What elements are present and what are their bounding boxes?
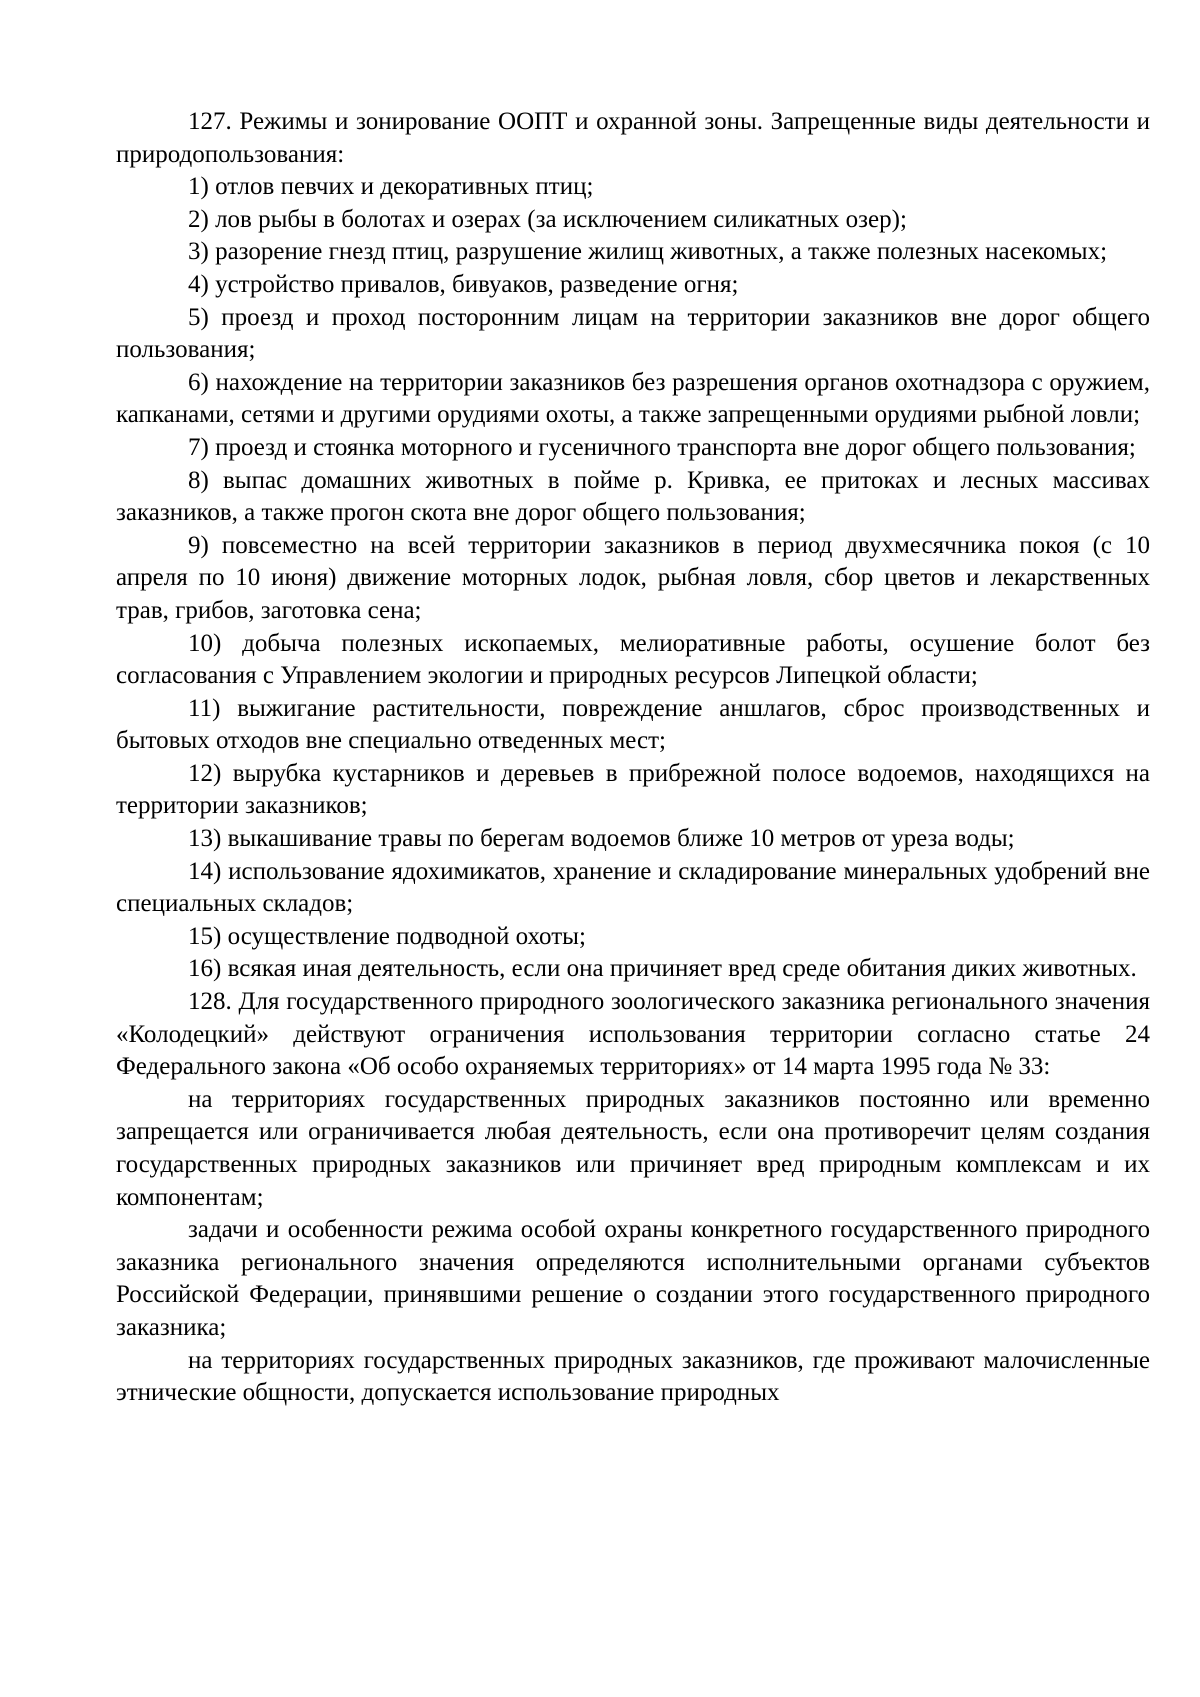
list-item-10: 10) добыча полезных ископаемых, мелиоративные работы, осушение болот без согласования с Управлением экологии и природных ресурсов Липецкой области;: [116, 629, 1150, 690]
paragraph-ethnic-communities: на территориях государственных природных заказников, где проживают малочисленные этнические общности, допускается использование природных: [116, 1346, 1150, 1407]
paragraph-128: 128. Для государственного природного зоологического заказника регионального значения «Колодецкий» действуют ограничения использования территории согласно статье 24 Федерального закона «Об особо охраняемых территориях» от 14 марта 1995 года № 33:: [116, 988, 1150, 1081]
document-page: [116, 106, 1150, 1410]
list-item-9: 9) повсеместно на всей территории заказников в период двухмесячника покоя (с 10 апреля по 10 июня) движение моторных лодок, рыбная ловля, сбор цветов и лекарственных трав, грибов, заготовка сена;: [116, 531, 1150, 624]
list-item-12: 12) вырубка кустарников и деревьев в прибрежной полосе водоемов, находящихся на территории заказников;: [116, 759, 1150, 820]
paragraph-127-intro: 127. Режимы и зонирование ООПТ и охранной зоны. Запрещенные виды деятельности и природопользования:: [116, 108, 1150, 168]
paragraph-tasks: задачи и особенности режима особой охраны конкретного государственного природного заказника регионального значения определяются исполнительными органами субъектов Российской Федерации, принявшими решение о создании этого государственного природного заказника;: [116, 1216, 1150, 1341]
list-item-4: 4) устройство привалов, бивуаков, разведение огня;: [188, 270, 739, 298]
list-item-15: 15) осуществление подводной охоты;: [188, 922, 586, 950]
list-item-1: 1) отлов певчих и декоративных птиц;: [188, 173, 594, 201]
list-item-11: 11) выжигание растительности, повреждение аншлагов, сброс производственных и бытовых отходов вне специально отведенных мест;: [116, 694, 1150, 755]
list-item-16: 16) всякая иная деятельность, если она причиняет вред среде обитания диких животных.: [188, 955, 1137, 983]
list-item-3: 3) разорение гнезд птиц, разрушение жилищ животных, а также полезных насекомых;: [188, 238, 1108, 266]
paragraph-restriction: на территориях государственных природных заказников постоянно или временно запрещается или ограничивается любая деятельность, если она противоречит целям создания государственных природных заказников или причиняет вред природным комплексам и их компонентам;: [116, 1085, 1150, 1211]
list-item-14: 14) использование ядохимикатов, хранение и складирование минеральных удобрений вне специальных складов;: [116, 857, 1150, 918]
list-item-7: 7) проезд и стоянка моторного и гусеничного транспорта вне дорог общего пользования;: [188, 433, 1136, 461]
list-item-6: 6) нахождение на территории заказников без разрешения органов охотнадзора с оружием, капканами, сетями и другими орудиями охоты, а также запрещенными орудиями рыбной ловли;: [116, 368, 1150, 429]
list-item-5: 5) проезд и проход посторонним лицам на территории заказников вне дорог общего пользования;: [116, 303, 1150, 364]
list-item-8: 8) выпас домашних животных в пойме р. Кривка, ее притоках и лесных массивах заказников, а также прогон скота вне дорог общего пользования;: [116, 466, 1150, 527]
list-item-2: 2) лов рыбы в болотах и озерах (за исключением силикатных озер);: [188, 205, 907, 233]
list-item-13: 13) выкашивание травы по берегам водоемов ближе 10 метров от уреза воды;: [188, 825, 1015, 853]
